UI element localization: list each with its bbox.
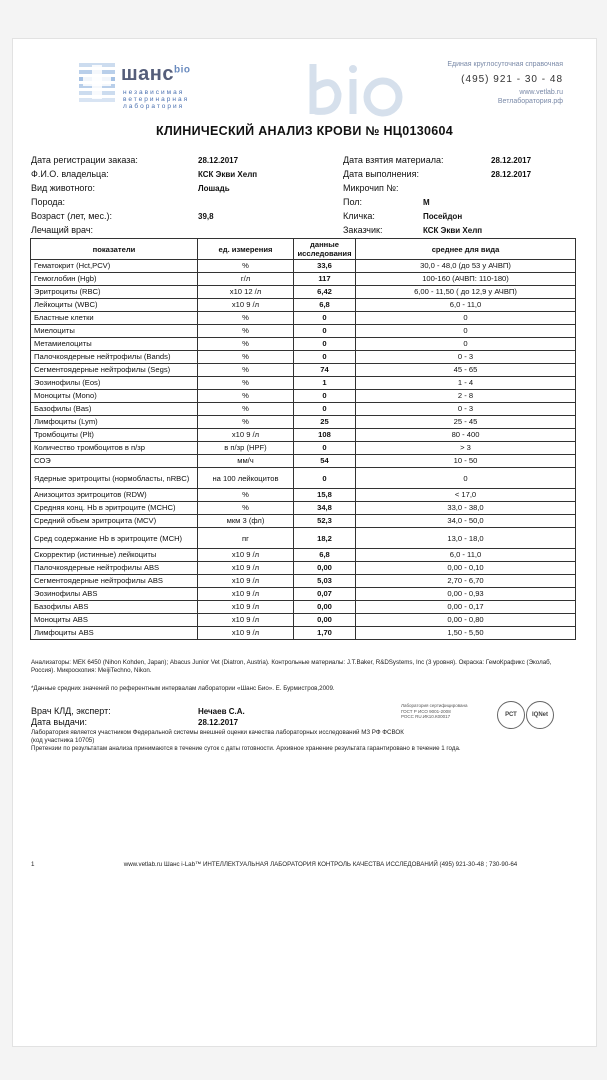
cell-parameter: Эозинофилы ABS	[31, 588, 198, 601]
report-sheet	[12, 38, 597, 1047]
cell-unit: %	[198, 416, 294, 429]
cell-unit: %	[198, 260, 294, 273]
cell-parameter: Ядерные эритроциты (нормобласты, nRBC)	[31, 468, 198, 489]
table-row	[31, 614, 576, 627]
cell-unit: %	[198, 377, 294, 390]
table-row	[31, 528, 576, 549]
cell-reference: 34,0 - 50,0	[356, 515, 576, 528]
reg-date: 28.12.2017	[198, 156, 239, 165]
cell-value: 1,70	[294, 627, 356, 640]
cell-value: 0	[294, 468, 356, 489]
cell-unit: %	[198, 403, 294, 416]
table-row	[31, 338, 576, 351]
cell-value: 0	[294, 390, 356, 403]
lab-logo-subtitle: независимая ветеринарная лаборатория	[123, 89, 190, 110]
cell-value: 0,00	[294, 562, 356, 575]
table-row	[31, 442, 576, 455]
hotline-phone: (495) 921 - 30 - 48	[461, 74, 563, 85]
cell-parameter: Средний объем эритроцита (MCV)	[31, 515, 198, 528]
cell-reference: 6,00 - 11,50 ( до 12,9 у АЧВП)	[356, 286, 576, 299]
table-row	[31, 601, 576, 614]
reg-date-label: Дата регистрации заказа:	[31, 155, 138, 165]
table-row	[31, 390, 576, 403]
table-row	[31, 549, 576, 562]
cell-reference: < 17,0	[356, 489, 576, 502]
cell-unit: %	[198, 338, 294, 351]
doctor-name: Нечаев С.А.	[198, 707, 245, 716]
cell-unit: x10 9 /л	[198, 429, 294, 442]
table-row	[31, 273, 576, 286]
cell-unit: %	[198, 364, 294, 377]
site-link-2: Ветлаборатория.рф	[497, 98, 563, 105]
table-row	[31, 562, 576, 575]
cell-reference: 0,00 - 0,10	[356, 562, 576, 575]
cell-unit: %	[198, 390, 294, 403]
cell-reference: 0	[356, 312, 576, 325]
done-date: 28.12.2017	[491, 170, 532, 179]
breed-label: Порода:	[31, 197, 66, 207]
cell-unit: в п/зр (HPF)	[198, 442, 294, 455]
cell-value: 6,8	[294, 549, 356, 562]
lab-logo-icon	[75, 59, 119, 105]
table-row	[31, 403, 576, 416]
cell-unit: %	[198, 502, 294, 515]
cell-reference: 30,0 - 48,0 (до 53 у АЧВП)	[356, 260, 576, 273]
cell-parameter: Палочкоядерные нейтрофилы (Bands)	[31, 351, 198, 364]
iqnet-stamp-icon: IQNet	[526, 701, 554, 729]
accreditation-line-1: Лаборатория сертифицирована	[401, 703, 468, 708]
footer-text: www.vetlab.ru Шанс i-Lab™ ИНТЕЛЛЕКТУАЛЬНАЯ ЛАБОРАТОРИЯ КОНТРОЛЬ КАЧЕСТВА ИССЛЕДОВАНИЙ (495) 921-30-48 ; 730-90-64	[123, 861, 518, 868]
cell-value: 5,03	[294, 575, 356, 588]
accreditation-text	[401, 703, 491, 720]
cell-unit: x10 12 /л	[198, 286, 294, 299]
cell-reference: 0	[356, 325, 576, 338]
table-row	[31, 325, 576, 338]
cell-parameter: СОЭ	[31, 455, 198, 468]
cell-reference: 2,70 - 6,70	[356, 575, 576, 588]
cell-unit: x10 9 /л	[198, 575, 294, 588]
table-row	[31, 429, 576, 442]
col-header-reference: среднее для вида	[356, 239, 576, 260]
cell-unit: пг	[198, 528, 294, 549]
sex: М	[423, 198, 430, 207]
table-row	[31, 627, 576, 640]
cell-value: 0	[294, 351, 356, 364]
vet-label: Лечащий врач:	[31, 225, 94, 235]
cell-unit: x10 9 /л	[198, 562, 294, 575]
cell-value: 0	[294, 312, 356, 325]
cell-value: 0	[294, 338, 356, 351]
cell-parameter: Тромбоциты (Plt)	[31, 429, 198, 442]
hotline-label: Единая круглосуточная справочная	[447, 61, 563, 68]
cell-unit: %	[198, 351, 294, 364]
cell-value: 25	[294, 416, 356, 429]
customer: КСК Экви Хелп	[423, 226, 483, 235]
cell-unit: на 100 лейкоцитов	[198, 468, 294, 489]
participant-code: (код участника 10705)	[31, 737, 95, 744]
table-row	[31, 455, 576, 468]
table-row	[31, 364, 576, 377]
table-row	[31, 575, 576, 588]
cell-reference: 0,00 - 0,17	[356, 601, 576, 614]
cell-unit: мм/ч	[198, 455, 294, 468]
cell-reference: 0,00 - 0,80	[356, 614, 576, 627]
cell-reference: 80 - 400	[356, 429, 576, 442]
accreditation-line-2: ГОСТ Р ИСО 9001-2008	[401, 708, 451, 714]
cell-value: 33,6	[294, 260, 356, 273]
age: 39,8	[198, 212, 214, 221]
table-row	[31, 515, 576, 528]
table-row	[31, 502, 576, 515]
cell-reference: 1 - 4	[356, 377, 576, 390]
table-header-row	[31, 239, 576, 260]
table-row	[31, 260, 576, 273]
cell-value: 117	[294, 273, 356, 286]
cell-reference: > 3	[356, 442, 576, 455]
table-row	[31, 286, 576, 299]
table-row	[31, 351, 576, 364]
cell-parameter: Количество тромбоцитов в п/зр	[31, 442, 198, 455]
cell-reference: 6,0 - 11,0	[356, 549, 576, 562]
cell-unit: мкм 3 (фл)	[198, 515, 294, 528]
cell-parameter: Скорректир (истинные) лейкоциты	[31, 549, 198, 562]
lab-logo-name: шанс$^{bio}$	[121, 63, 191, 85]
cell-parameter: Палочкоядерные нейтрофилы ABS	[31, 562, 198, 575]
analyzers-note: Анализаторы: МЕК 6450 (Nihon Kohden, Japan); Abacus Junior Vet (Diatron, Austria). Контрольные материалы: J.T.Baker, R&DSystems, Inc (3 уровня). Окраска: ГемоКрафикс (Эколаб, Россия). Микроскопия: MeijiTechno, Nikon.	[31, 659, 552, 674]
sample-date: 28.12.2017	[491, 156, 532, 165]
cell-reference: 0 - 3	[356, 351, 576, 364]
cell-reference: 0,00 - 0,93	[356, 588, 576, 601]
cell-unit: x10 9 /л	[198, 627, 294, 640]
cell-value: 54	[294, 455, 356, 468]
cell-parameter: Моноциты (Mono)	[31, 390, 198, 403]
species-label: Вид животного:	[31, 183, 96, 193]
cell-reference: 1,50 - 5,50	[356, 627, 576, 640]
rst-stamp-icon: РСТ	[497, 701, 525, 729]
cell-parameter: Анизоцитоз эритроцитов (RDW)	[31, 489, 198, 502]
cell-reference: 25 - 45	[356, 416, 576, 429]
issue-date: 28.12.2017	[198, 718, 239, 727]
cell-parameter: Эритроциты (RBC)	[31, 286, 198, 299]
cell-parameter: Лейкоциты (WBC)	[31, 299, 198, 312]
table-row	[31, 312, 576, 325]
cell-unit: x10 9 /л	[198, 299, 294, 312]
document-title: КЛИНИЧЕСКИЙ АНАЛИЗ КРОВИ № НЦ0130604	[156, 124, 453, 138]
cell-unit: x10 9 /л	[198, 614, 294, 627]
cell-parameter: Бластные клетки	[31, 312, 198, 325]
cell-parameter: Сред содержание Hb в эритроците (MCH)	[31, 528, 198, 549]
col-header-unit: ед. измерения	[198, 239, 294, 260]
cell-value: 34,8	[294, 502, 356, 515]
cell-parameter: Сегментоядерные нейтрофилы ABS	[31, 575, 198, 588]
page-number: 1	[31, 861, 35, 868]
owner-label: Ф.И.О. владельца:	[31, 169, 109, 179]
table-row	[31, 299, 576, 312]
cell-value: 74	[294, 364, 356, 377]
age-label: Возраст (лет, мес.):	[31, 211, 112, 221]
chip-label: Микрочип №:	[343, 183, 399, 193]
cell-unit: x10 9 /л	[198, 601, 294, 614]
cell-unit: x10 9 /л	[198, 549, 294, 562]
cell-value: 108	[294, 429, 356, 442]
cell-parameter: Лимфоциты ABS	[31, 627, 198, 640]
cell-unit: %	[198, 489, 294, 502]
col-header-parameter: показатели	[31, 239, 198, 260]
cell-reference: 10 - 50	[356, 455, 576, 468]
cell-unit: %	[198, 312, 294, 325]
cell-parameter: Гемоглобин (Hgb)	[31, 273, 198, 286]
cell-parameter: Базофилы ABS	[31, 601, 198, 614]
cell-reference: 0	[356, 338, 576, 351]
cell-parameter: Гематокрит (Hct,PCV)	[31, 260, 198, 273]
cell-unit: x10 9 /л	[198, 588, 294, 601]
cell-value: 0	[294, 325, 356, 338]
cell-reference: 0 - 3	[356, 403, 576, 416]
table-row	[31, 489, 576, 502]
cell-value: 6,42	[294, 286, 356, 299]
col-header-value: данные исследования	[294, 239, 356, 260]
cell-parameter: Лимфоциты (Lym)	[31, 416, 198, 429]
owner: КСК Экви Хелп	[198, 170, 258, 179]
cell-reference: 100-160 (АЧВП: 110-180)	[356, 273, 576, 286]
cell-value: 0,00	[294, 614, 356, 627]
cell-reference: 45 - 65	[356, 364, 576, 377]
cell-value: 6,8	[294, 299, 356, 312]
table-row	[31, 377, 576, 390]
cell-value: 52,3	[294, 515, 356, 528]
sample-date-label: Дата взятия материала:	[343, 155, 444, 165]
reference-note: *Данные средних значений по референтным интервалам лаборатории «Шанс Био». Е. Бурмистров,2009.	[31, 685, 335, 692]
cell-parameter: Сегментоядерные нейтрофилы (Segs)	[31, 364, 198, 377]
participant-note: Лаборатория является участником Федеральной системы внешней оценки качества лабораторных исследований МЗ РФ ФСВОК	[31, 729, 404, 736]
cell-unit: г/л	[198, 273, 294, 286]
cell-value: 0	[294, 442, 356, 455]
cell-value: 18,2	[294, 528, 356, 549]
customer-label: Заказчик:	[343, 225, 383, 235]
species: Лошадь	[198, 184, 230, 193]
cell-value: 0	[294, 403, 356, 416]
cell-reference: 2 - 8	[356, 390, 576, 403]
cell-parameter: Моноциты ABS	[31, 614, 198, 627]
table-row	[31, 468, 576, 489]
claims-note: Претензии по результатам анализа принимаются в течение суток с даты готовности. Архивное хранение результата гарантировано в течение 1 года.	[31, 745, 461, 752]
cell-reference: 6,0 - 11,0	[356, 299, 576, 312]
table-row	[31, 416, 576, 429]
doctor-label: Врач КЛД, эксперт:	[31, 706, 111, 716]
cell-unit: %	[198, 325, 294, 338]
cell-parameter: Метамиелоциты	[31, 338, 198, 351]
cell-parameter: Средняя конц. Hb в эритроците (MCHC)	[31, 502, 198, 515]
issue-date-label: Дата выдачи:	[31, 717, 87, 727]
cell-reference: 13,0 - 18,0	[356, 528, 576, 549]
cell-value: 0,00	[294, 601, 356, 614]
sex-label: Пол:	[343, 197, 363, 207]
site-link-1: www.vetlab.ru	[519, 89, 563, 96]
cell-reference: 33,0 - 38,0	[356, 502, 576, 515]
results-table	[30, 238, 576, 640]
bio-decorative-icon	[303, 59, 413, 119]
table-row	[31, 588, 576, 601]
nickname-label: Кличка:	[343, 211, 375, 221]
nickname: Посейдон	[423, 212, 463, 221]
cell-value: 15,8	[294, 489, 356, 502]
cell-parameter: Миелоциты	[31, 325, 198, 338]
accreditation-line-3: РОСС RU.ИК10.К00017	[401, 714, 451, 719]
cell-parameter: Базофилы (Bas)	[31, 403, 198, 416]
cell-value: 1	[294, 377, 356, 390]
cell-reference: 0	[356, 468, 576, 489]
cell-parameter: Эозинофилы (Eos)	[31, 377, 198, 390]
cell-value: 0,07	[294, 588, 356, 601]
done-date-label: Дата выполнения:	[343, 169, 419, 179]
